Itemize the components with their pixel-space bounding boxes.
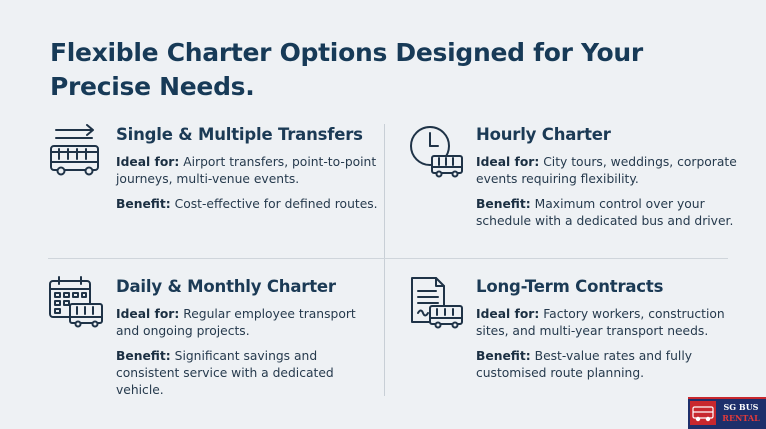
benefit-text (116, 196, 378, 213)
ideal-for-text (116, 306, 378, 340)
ideal-for-label: Ideal for: (116, 307, 180, 321)
benefit-value: Significant savings and consistent service with a dedicated vehicle. (116, 349, 334, 397)
sg-bus-rental-logo (688, 397, 766, 429)
ideal-for-label: Ideal for: (116, 155, 180, 169)
ideal-for-value: Regular employee transport and ongoing projects. (116, 307, 356, 338)
contract-bus-icon (408, 276, 464, 332)
benefit-label: Benefit: (476, 349, 531, 363)
ideal-for-value: Factory workers, construction sites, and multi-year transport needs. (476, 307, 725, 338)
logo-line-2: RENTAL (722, 413, 760, 423)
logo-line-1: SG BUS (723, 402, 759, 412)
benefit-value: Best-value rates and fully customised route planning. (476, 349, 693, 380)
benefit-value: Maximum control over your schedule with a dedicated bus and driver. (476, 197, 734, 228)
ideal-for-value: Airport transfers, point-to-point journeys, multi-venue events. (116, 155, 377, 186)
bus-with-arrow-icon (48, 124, 104, 180)
card-heading: Hourly Charter (476, 125, 611, 144)
calendar-bus-icon (48, 276, 104, 332)
benefit-text (116, 348, 378, 399)
benefit-label: Benefit: (116, 197, 171, 211)
ideal-for-text (116, 154, 378, 188)
card-heading: Long-Term Contracts (476, 277, 664, 296)
card-heading: Single & Multiple Transfers (116, 125, 363, 144)
benefit-text (476, 196, 738, 230)
benefit-label: Benefit: (116, 349, 171, 363)
benefit-value: Cost-effective for defined routes. (174, 197, 378, 211)
horizontal-divider (48, 258, 728, 259)
benefit-label: Benefit: (476, 197, 531, 211)
logo-bus-icon (690, 401, 716, 425)
vertical-divider (384, 124, 385, 396)
page-title: Flexible Charter Options Designed for Your Precise Needs. (50, 38, 643, 101)
ideal-for-text (476, 306, 738, 340)
benefit-text (476, 348, 738, 382)
ideal-for-label: Ideal for: (476, 155, 540, 169)
card-heading: Daily & Monthly Charter (116, 277, 336, 296)
ideal-for-label: Ideal for: (476, 307, 540, 321)
ideal-for-text (476, 154, 738, 188)
ideal-for-value: City tours, weddings, corporate events requiring flexibility. (476, 155, 737, 186)
clock-bus-icon (408, 124, 464, 180)
